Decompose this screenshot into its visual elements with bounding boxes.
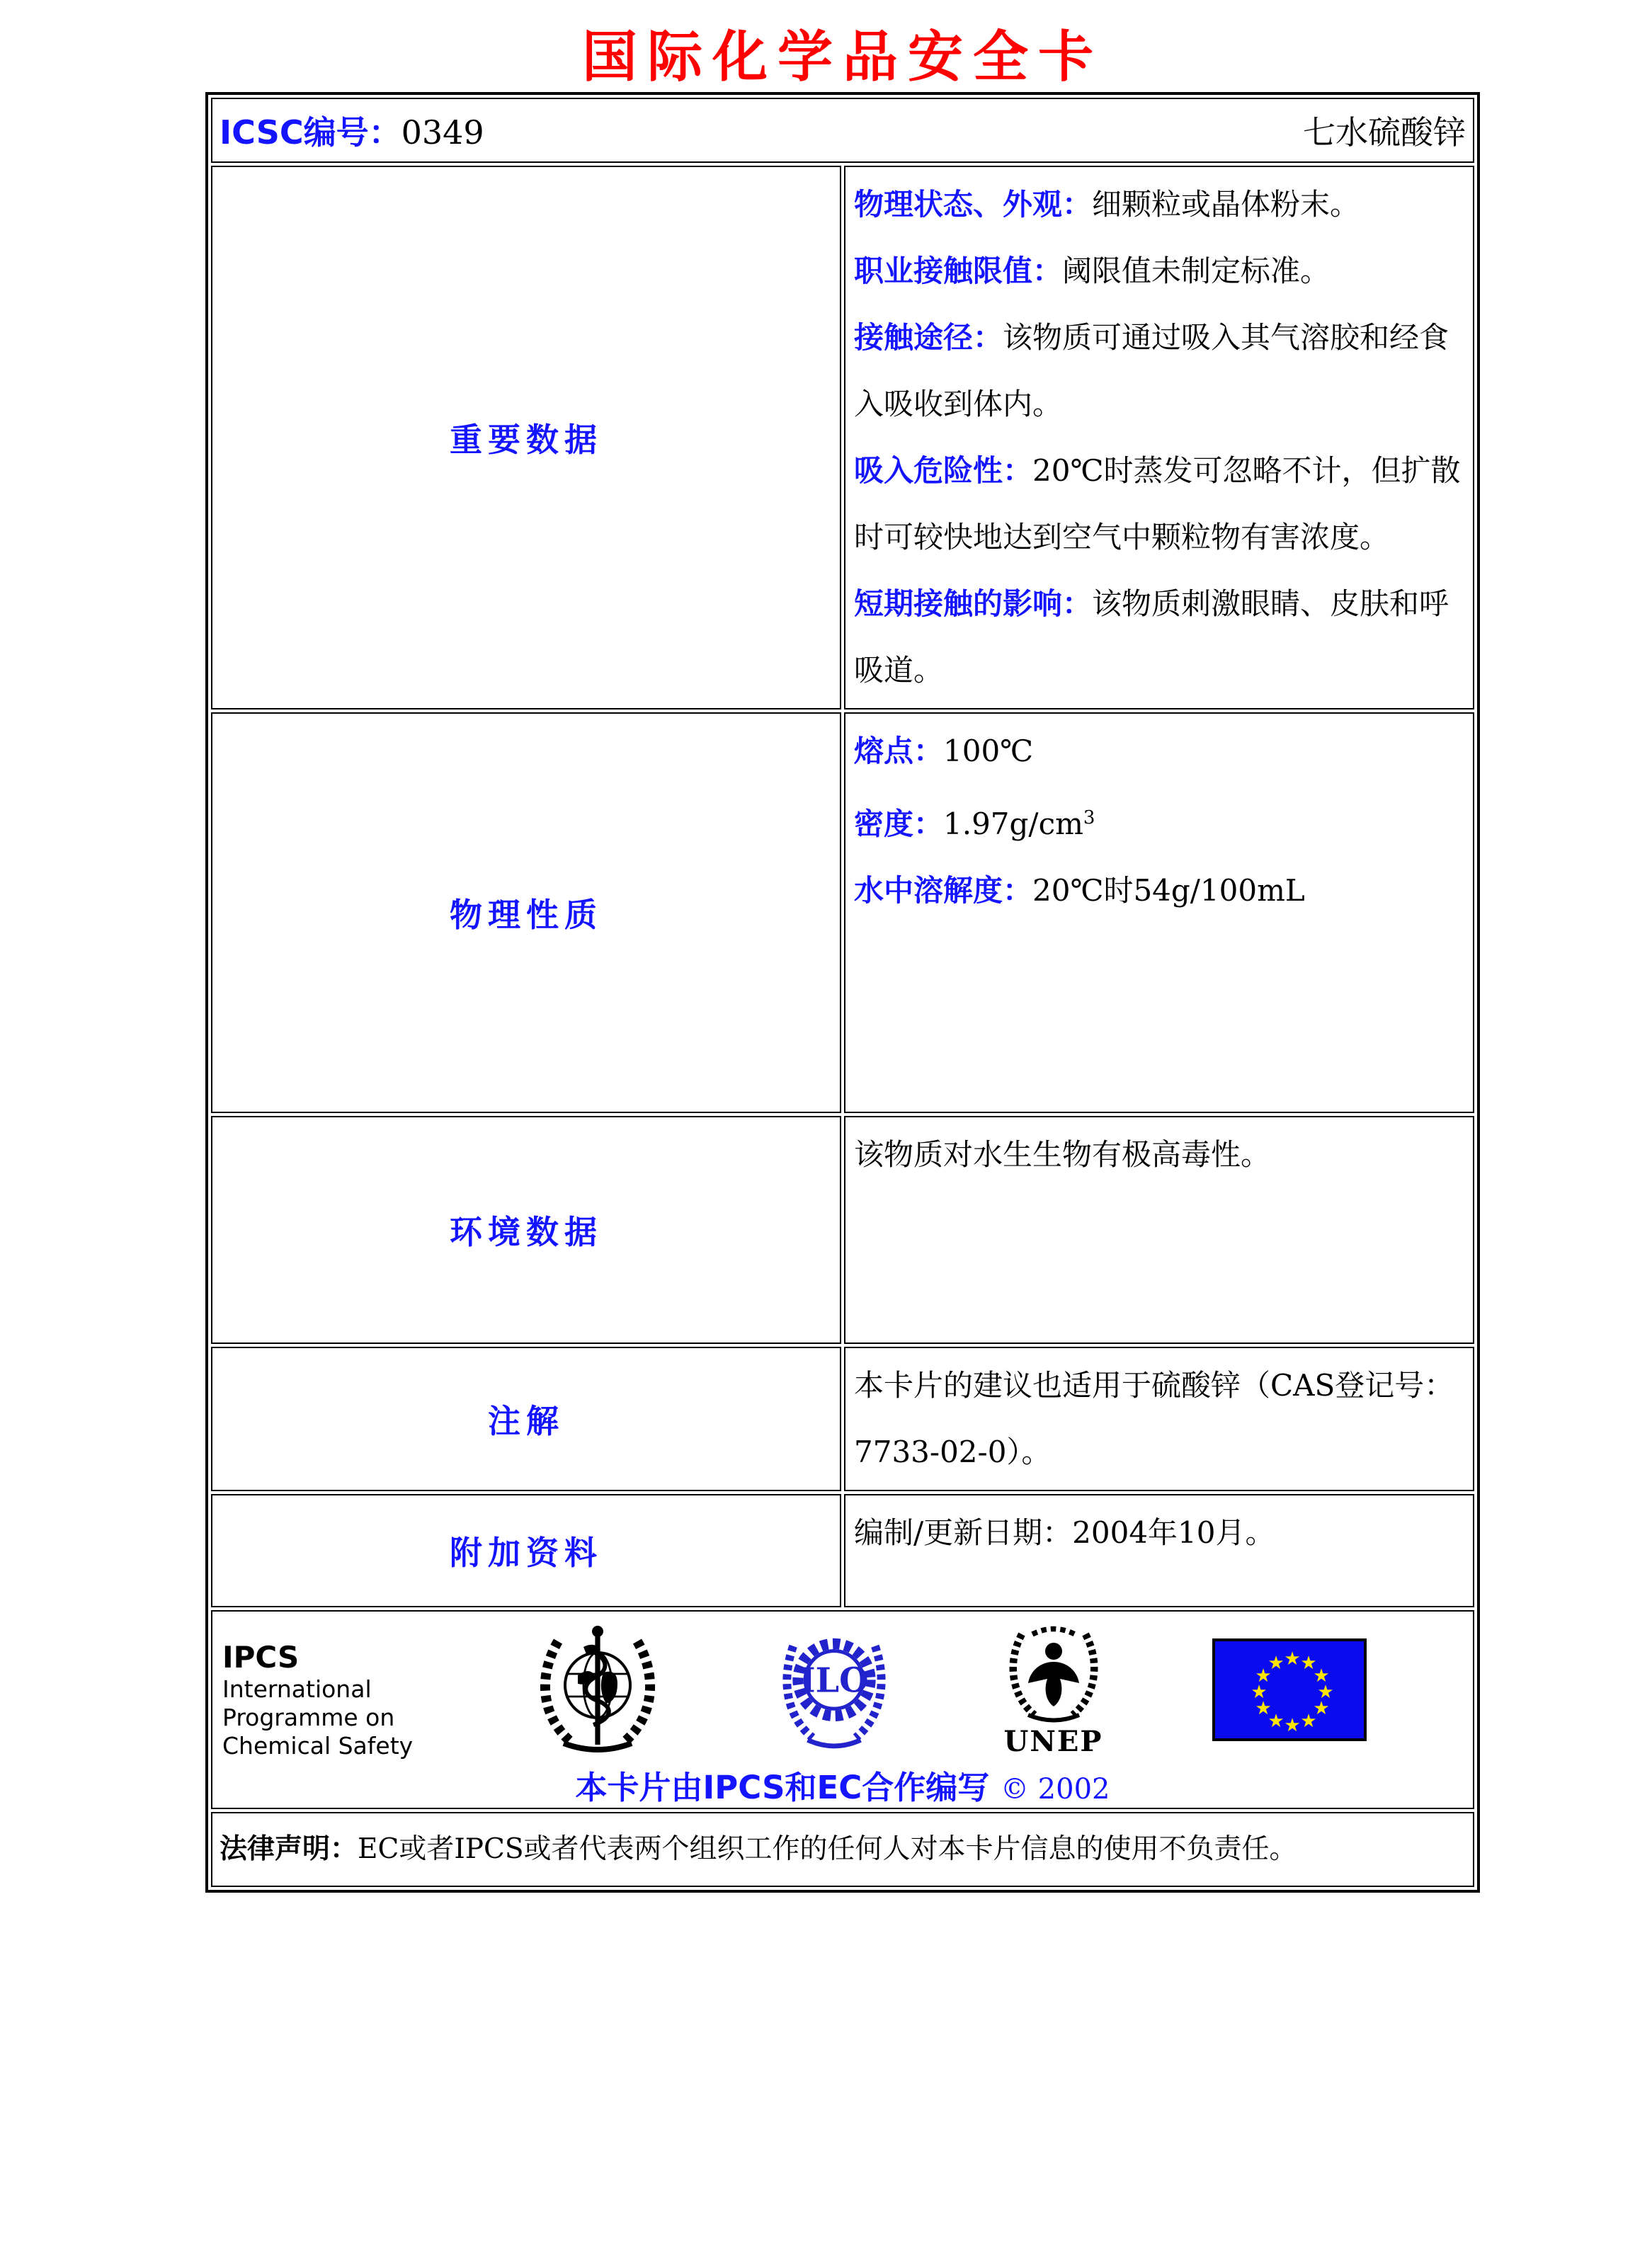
eu-star: ★ [1284,1715,1301,1736]
field-text: 编制/更新日期：2004年10月。 [854,1515,1275,1550]
field-label: 接触途径： [854,320,1003,355]
eu-star: ★ [1268,1711,1284,1732]
field-label: 职业接触限值： [854,253,1063,288]
who-logo [527,1621,668,1757]
field-text: 本卡片的建议也适用于硫酸锌（CAS登记号：7733-02-0）。 [854,1368,1454,1469]
eu-star: ★ [1317,1682,1334,1703]
field-text: 该物质对水生生物有极高毒性。 [854,1137,1271,1172]
icsc-number-value: 0349 [401,113,484,152]
header-cell [211,98,1474,163]
eu-star: ★ [1255,1698,1272,1719]
field-text: 细颗粒或晶体粉末。 [1092,187,1360,222]
section-content-important-data [844,166,1474,709]
legal-label: 法律声明： [220,1833,358,1865]
section-label-notes: 注解 [211,1347,841,1491]
copyright-text: © 2002 [1000,1773,1110,1806]
icsc-card-table [205,92,1480,1893]
data-line [854,238,1464,304]
eu-flag-icon [1212,1638,1367,1741]
section-row-important-data [211,166,1474,709]
section-content-physical-properties [844,712,1474,1113]
field-text: 20℃时蒸发可忽略不计，但扩散时可较快地达到空气中颗粒物有害浓度。 [854,453,1461,554]
ipcs-acronym: IPCS [222,1640,300,1675]
legal-row [211,1812,1474,1887]
icsc-number-label: ICSC编号： [220,113,401,152]
field-text: 该物质可通过吸入其气溶胶和经食入吸收到体内。 [854,320,1449,421]
section-label-physical-properties: 物理性质 [211,712,841,1113]
field-text: 20℃时54g/100mL [1032,873,1305,908]
field-label: 熔点： [854,734,944,768]
who-icon [527,1621,668,1757]
eu-star: ★ [1313,1665,1330,1687]
data-line [854,1500,1464,1566]
superscript: 3 [1083,807,1095,828]
section-content-additional-information [844,1494,1474,1607]
cooperation-caption [212,1762,1473,1808]
data-line [854,571,1464,704]
section-label-additional-information: 附加资料 [211,1494,841,1607]
data-line [854,857,1464,924]
data-line [854,718,1464,785]
data-line [854,785,1464,857]
eu-star: ★ [1300,1653,1317,1674]
field-text: 阈限值未制定标准。 [1062,253,1331,288]
field-text: 该物质刺激眼睛、皮肤和呼吸道。 [854,586,1449,688]
field-label: 水中溶解度： [854,873,1033,908]
ilo-logo [774,1621,894,1757]
data-line [854,438,1464,571]
icsc-number-group [220,107,484,154]
data-line [854,304,1464,438]
ipcs-line: Programme on [222,1704,395,1731]
field-label: 吸入危险性： [854,453,1033,488]
unep-label: UNEP [1003,1725,1103,1758]
section-label-important-data: 重要数据 [211,166,841,709]
section-content-notes [844,1347,1474,1491]
data-line [854,171,1464,238]
eu-star: ★ [1284,1648,1301,1670]
data-line [854,1122,1464,1188]
ipcs-text-block [222,1621,421,1760]
data-line [854,1352,1464,1486]
ipcs-line: Chemical Safety [222,1732,414,1760]
caption-text: 本卡片由IPCS和EC合作编写 [575,1769,990,1806]
chemical-name: 七水硫酸锌 [1303,113,1466,152]
eu-star: ★ [1251,1682,1268,1703]
section-row-additional-information [211,1494,1474,1607]
section-row-notes [211,1347,1474,1491]
header-row [211,98,1474,163]
legal-text: EC或者IPCS或者代表两个组织工作的任何人对本卡片信息的使用不负责任。 [358,1833,1297,1865]
field-label: 短期接触的影响： [854,586,1093,621]
logos-row [211,1610,1474,1809]
eu-star: ★ [1268,1653,1284,1674]
logos-cell [211,1610,1474,1809]
section-label-environmental-data: 环境数据 [211,1116,841,1344]
unep-icon [1001,1621,1107,1728]
field-label: 密度： [854,806,944,841]
eu-star: ★ [1300,1711,1317,1732]
eu-star: ★ [1255,1665,1272,1687]
section-row-physical-properties [211,712,1474,1113]
field-text: 100℃ [943,734,1034,768]
page-title: 国际化学品安全卡 [581,25,1103,89]
field-label: 物理状态、外观： [854,187,1093,222]
unep-logo [1001,1621,1107,1756]
ipcs-line: International [222,1675,372,1703]
field-text: 1.97g/cm [943,806,1083,841]
ilo-letters: ILO [799,1660,869,1701]
eu-star: ★ [1313,1698,1330,1719]
section-content-environmental-data [844,1116,1474,1344]
legal-cell [211,1812,1474,1887]
ilo-icon [774,1621,894,1757]
section-row-environmental-data [211,1116,1474,1344]
